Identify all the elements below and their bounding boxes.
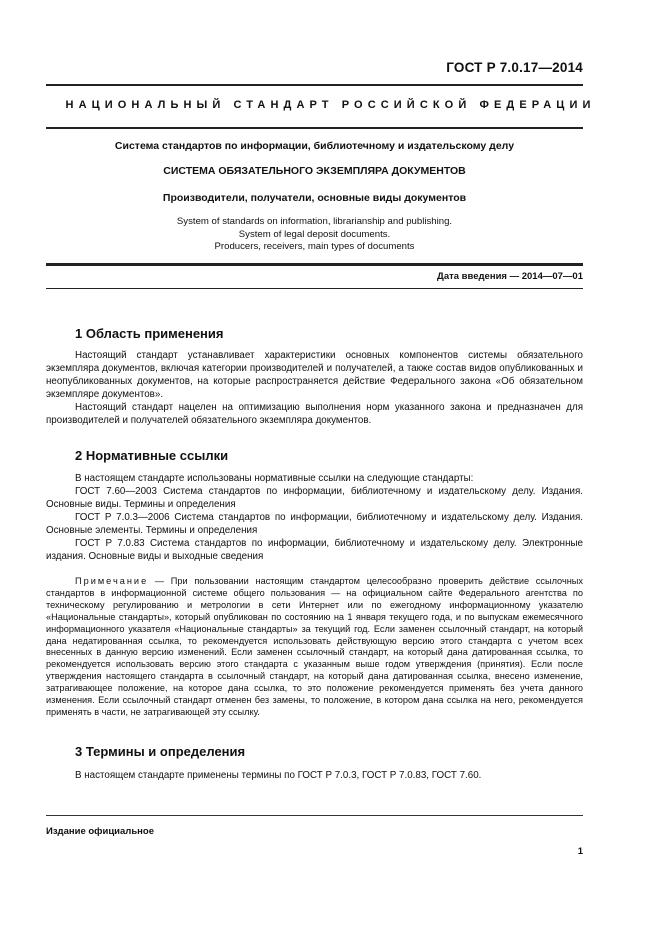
english-title-line: System of legal deposit documents. [238, 228, 391, 240]
section-1-heading: 1 Область применения [75, 326, 224, 341]
paragraph: В настоящем стандарте использованы нормативные ссылки на следующие стандарты: [75, 473, 474, 484]
paragraph: Настоящий стандарт устанавливает характеристики основных компонентов системы обязательного экземпляра документов, включая категории производителей и получателей, а также состав видов опубликованных и неопубликованных документов, на которые распространяется действие Федерального закона «Об обязательном экземпляре документов». [46, 350, 583, 400]
english-title-line: System of standards on information, librarianship and publishing. [176, 216, 453, 227]
date-rule [46, 288, 583, 289]
reference-item: ГОСТ Р 7.0.3—2006 Система стандартов по информации, библиотечному и издательскому делу. Издания. Основные элементы. Термины и определения [46, 512, 583, 536]
footer-rule [46, 815, 583, 816]
reference-item: ГОСТ 7.60—2003 Система стандартов по информации, библиотечному и издательскому делу. Издания. Основные виды. Термины и определения [46, 486, 583, 510]
section-1-body [46, 349, 583, 427]
standard-banner: НАЦИОНАЛЬНЫЙ СТАНДАРТ РОССИЙСКОЙ ФЕДЕРАЦИИ [65, 99, 596, 111]
header-rule-bottom [46, 127, 583, 129]
section-2-body [46, 472, 583, 563]
series-title: Система стандартов по информации, библиотечному и издательскому делу [114, 140, 515, 152]
note-block [46, 576, 583, 719]
english-title-line: Producers, receivers, main types of documents [214, 241, 415, 252]
reference-item: ГОСТ Р 7.0.83 Система стандартов по информации, библиотечному и издательскому делу. Электронные издания. Основные виды и выходные сведения [46, 538, 583, 562]
section-2-heading: 2 Нормативные ссылки [75, 448, 229, 463]
paragraph: Настоящий стандарт нацелен на оптимизацию выполнения норм указанного закона и предназначен для производителей и получателей обязательного экземпляра документов. [46, 402, 583, 426]
document-code: ГОСТ Р 7.0.17—2014 [446, 60, 583, 75]
note-text: — При пользовании настоящим стандартом целесообразно проверить действие ссылочных стандартов в информационной системе общего пользования — на официальном сайте Федерального агентства по техническому регулированию и метрологии в сети Интернет или по ежегодному информационному указателю «Национальные стандарты», который опубликован по состоянию на 1 января текущего года, и по выпускам ежемесячного информационного указателя «Национальные стандарты» за текущий год. Если заменен ссылочный стандарт, на который дана недатированная ссылка, то рекомендуется использовать действующую версию этого стандарта с учетом всех внесенных в данную версию изменений. Если заменен ссылочный стандарт, на который дана датированная ссылка, то рекомендуется использовать версию этого стандарта с указанным выше годом утверждения (принятия). Если после утверждения настоящего стандарта в ссылочный стандарт, на который дана датированная ссылка, внесено изменение, затрагивающее положение, на которое дана ссылка, то это положение рекомендуется применять без учета данного изменения. Если ссылочный стандарт отменен без замены, то положение, в котором дана ссылка на него, рекомендуется применять в части, не затрагивающей эту ссылку. [46, 576, 583, 717]
paragraph: В настоящем стандарте применены термины по ГОСТ Р 7.0.3, ГОСТ Р 7.0.83, ГОСТ 7.60. [75, 770, 482, 781]
introduction-date: Дата введения — 2014—07—01 [437, 271, 583, 282]
note-paragraph [46, 576, 583, 719]
subtitle: Производители, получатели, основные виды документов [162, 192, 467, 204]
note-label: Примечание [75, 576, 149, 586]
english-title [46, 216, 583, 254]
main-title: СИСТЕМА ОБЯЗАТЕЛЬНОГО ЭКЗЕМПЛЯРА ДОКУМЕНТОВ [163, 165, 466, 177]
title-rule [46, 263, 583, 266]
header-rule-top [46, 84, 583, 86]
section-3-heading: 3 Термины и определения [75, 744, 246, 759]
edition-label: Издание официальное [46, 826, 154, 837]
page-number: 1 [577, 846, 583, 857]
section-3-body [46, 769, 583, 782]
